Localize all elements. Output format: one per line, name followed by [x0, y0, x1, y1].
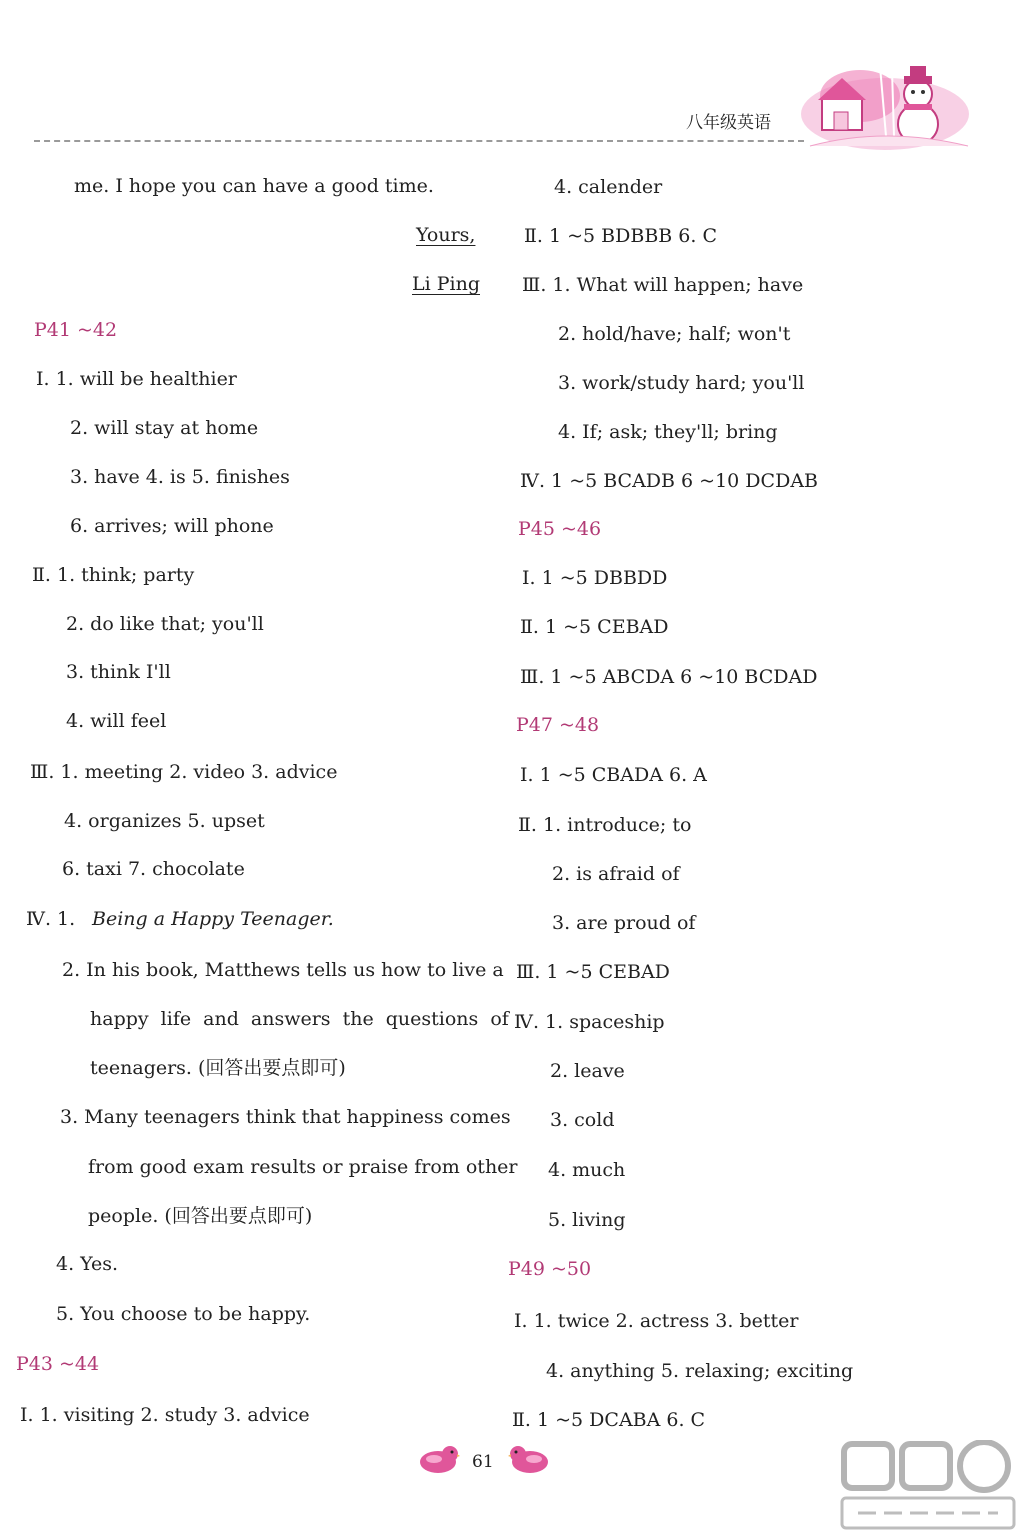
- answer-line: 2. leave: [550, 1060, 625, 1082]
- answer-line: 2. do like that; you'll: [66, 613, 264, 635]
- answer-line: Ⅳ. 1 ~5 BCADB 6 ~10 DCDAB: [520, 470, 818, 492]
- answer-line: Ⅲ. 1 ~5 ABCDA 6 ~10 BCDAD: [520, 666, 818, 688]
- answer-line: 5. You choose to be happy.: [56, 1303, 311, 1325]
- answer-line: Ⅰ. 1. visiting 2. study 3. advice: [20, 1404, 310, 1426]
- answer-line: Ⅱ. 1 ~5 BDBBB 6. C: [524, 225, 717, 247]
- letter-closing-line: me. I hope you can have a good time.: [74, 175, 434, 197]
- section-heading: P45 ~46: [518, 518, 602, 540]
- answer-line: 4. much: [548, 1159, 626, 1181]
- answer-line: Ⅲ. 1. What will happen; have: [522, 274, 804, 296]
- answer-line: 3. Many teenagers think that happiness comes: [60, 1106, 511, 1128]
- answer-line: 4. calender: [554, 176, 663, 198]
- bird-left-icon: [416, 1442, 460, 1478]
- section-heading: P41 ~42: [34, 319, 118, 341]
- answer-line: Ⅰ. 1 ~5 DBBDD: [522, 567, 668, 589]
- answer-line: 3. work/study hard; you'll: [558, 372, 805, 394]
- answer-line: Ⅱ. 1 ~5 CEBAD: [520, 616, 669, 638]
- answer-line: Ⅳ. 1. spaceship: [514, 1011, 665, 1033]
- answer-line: Ⅱ. 1 ~5 DCABA 6. C: [512, 1409, 706, 1431]
- answer-line: 4. If; ask; they'll; bring: [558, 421, 778, 443]
- section-heading: P47 ~48: [516, 714, 600, 736]
- watermark-logo: [838, 1440, 1018, 1532]
- answer-line: Ⅳ. 1.: [26, 908, 76, 930]
- answer-line: 4. organizes 5. upset: [64, 810, 265, 832]
- answer-line: 2. In his book, Matthews tells us how to live a: [62, 959, 504, 981]
- answer-line: 3. are proud of: [552, 912, 696, 934]
- answer-line: Ⅰ. 1 ~5 CBADA 6. A: [520, 764, 707, 786]
- answer-line: 2. is afraid of: [552, 863, 680, 885]
- answer-line: 2. will stay at home: [70, 417, 259, 439]
- section-heading: P49 ~50: [508, 1258, 592, 1280]
- book-title: Being a Happy Teenager.: [92, 908, 334, 930]
- answer-line: happy life and answers the questions of: [90, 1008, 509, 1030]
- answer-line: 6. arrives; will phone: [70, 515, 274, 537]
- bird-right-icon: [508, 1442, 552, 1478]
- answer-line: Ⅰ. 1. twice 2. actress 3. better: [514, 1310, 799, 1332]
- answer-line: from good exam results or praise from other: [88, 1156, 518, 1178]
- answer-line: 4. anything 5. relaxing; exciting: [546, 1360, 854, 1382]
- answer-line: Ⅲ. 1. meeting 2. video 3. advice: [30, 761, 338, 783]
- answer-line: Ⅰ. 1. will be healthier: [36, 368, 237, 390]
- answer-line: teenagers. (回答出要点即可): [90, 1057, 346, 1079]
- answer-line: 5. living: [548, 1209, 626, 1231]
- answer-line: Ⅲ. 1 ~5 CEBAD: [516, 961, 670, 983]
- answer-line: Ⅱ. 1. introduce; to: [518, 814, 692, 836]
- answer-line: 4. will feel: [66, 710, 167, 732]
- page-number: 61: [472, 1452, 494, 1472]
- answer-line: 3. have 4. is 5. finishes: [70, 466, 290, 488]
- answer-line: 2. hold/have; half; won't: [558, 323, 791, 345]
- answer-line: 3. cold: [550, 1109, 615, 1131]
- answer-line: 3. think I'll: [66, 661, 171, 683]
- letter-signature: Li Ping: [412, 273, 480, 295]
- answer-line: 4. Yes.: [56, 1253, 119, 1275]
- answer-line: Ⅱ. 1. think; party: [32, 564, 195, 586]
- answer-line: 6. taxi 7. chocolate: [62, 858, 245, 880]
- snowman-house-illustration: [800, 56, 970, 152]
- header-title: 八年级英语: [686, 113, 771, 133]
- answer-line: people. (回答出要点即可): [88, 1205, 313, 1227]
- header-divider: [34, 140, 804, 142]
- section-heading: P43 ~44: [16, 1353, 100, 1375]
- letter-sign-off: Yours,: [416, 224, 476, 246]
